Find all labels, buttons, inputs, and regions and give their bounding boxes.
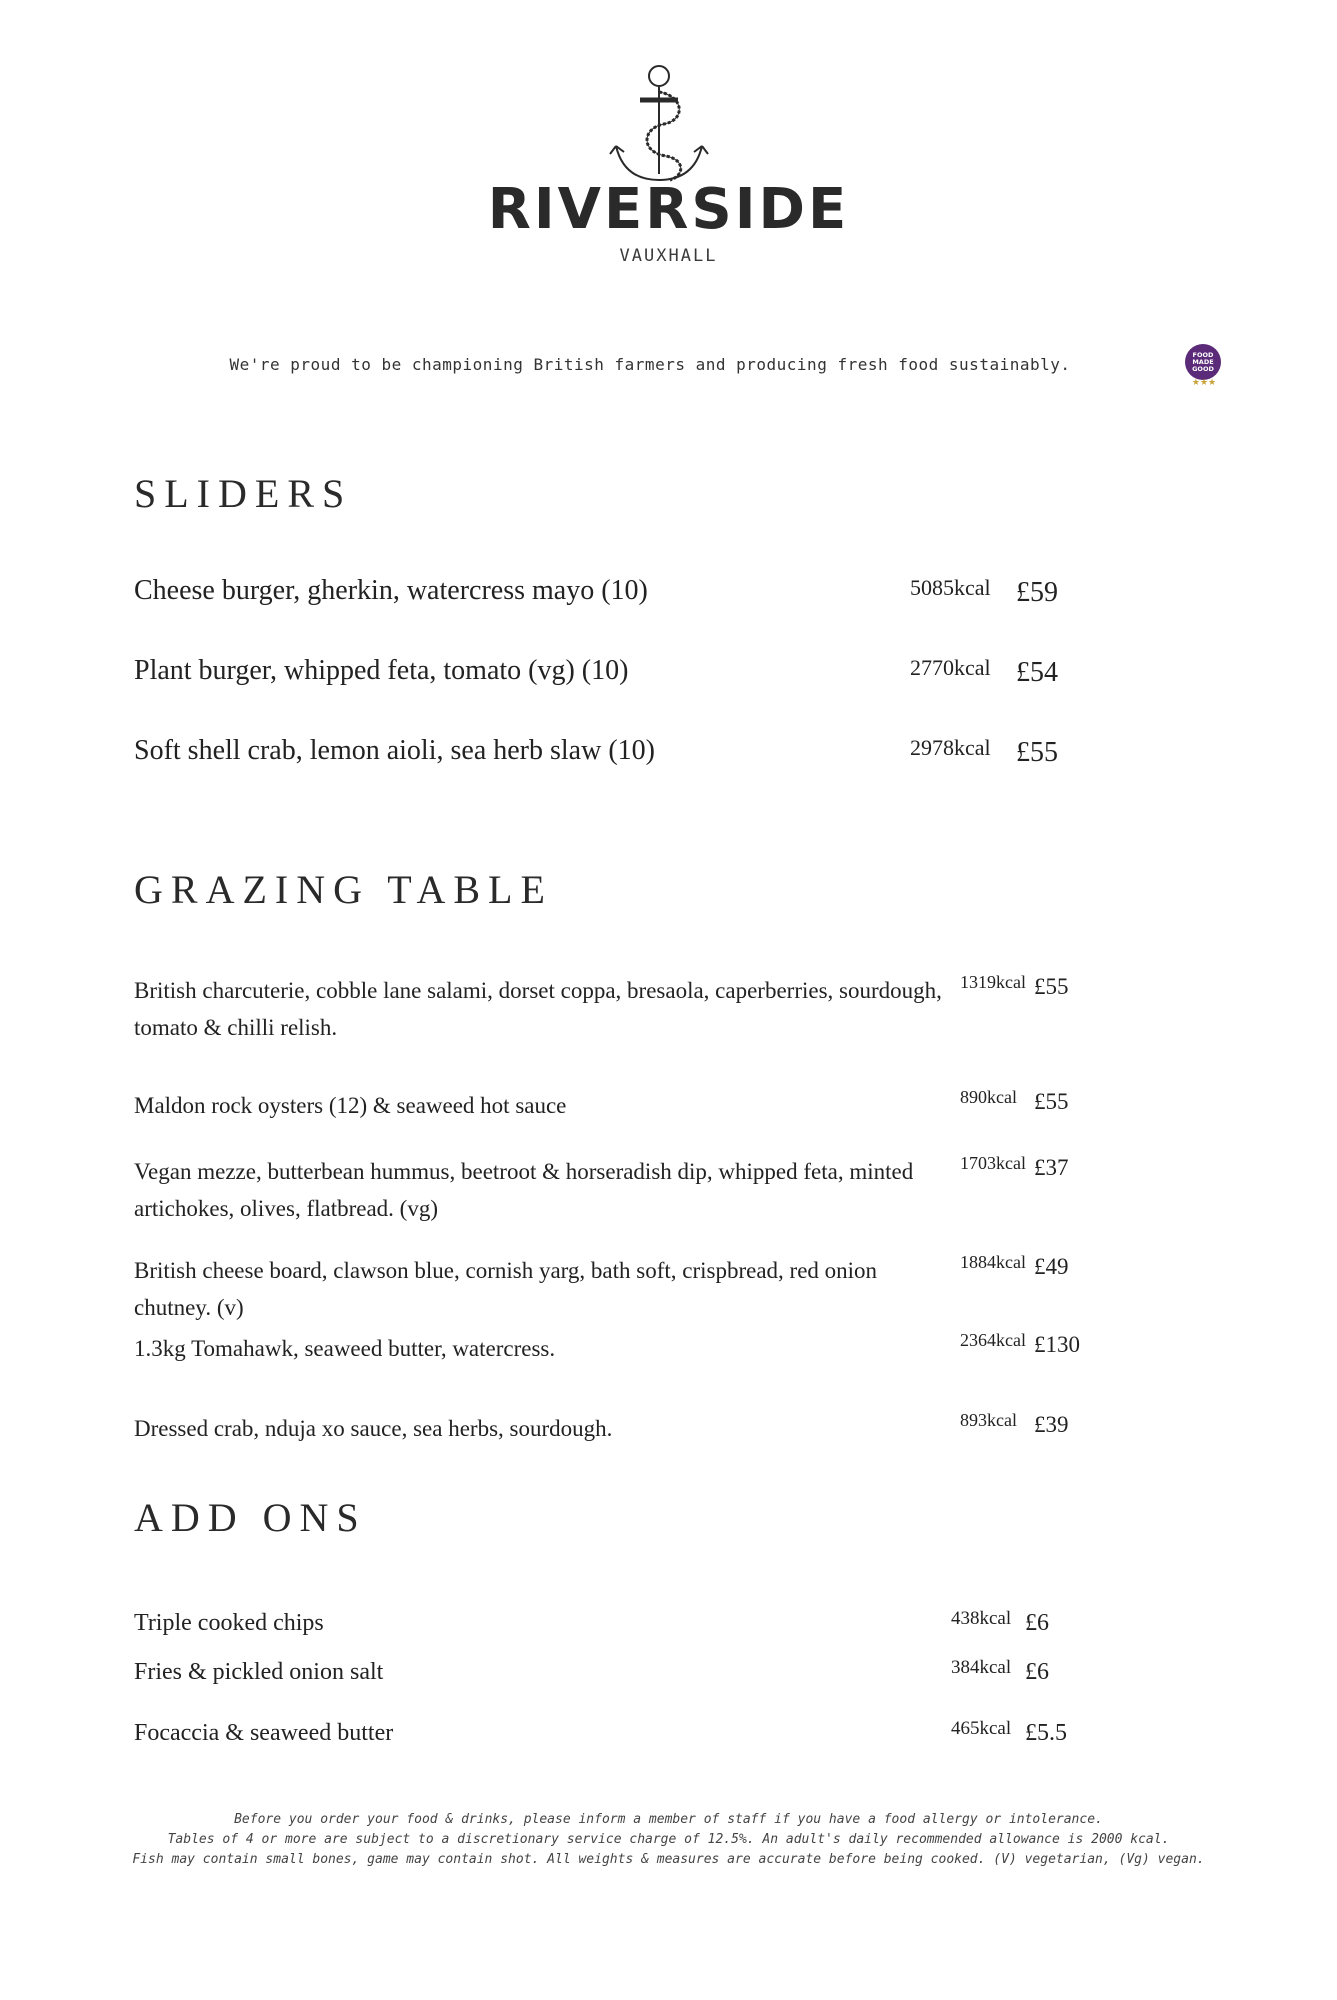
item-kcal: 438kcal — [951, 1608, 1012, 1629]
item-kcal: 1319kcal — [960, 972, 1026, 992]
footer-notes — [0, 1810, 1337, 1870]
item-kcal: 1884kcal — [960, 1252, 1026, 1272]
item-kcal: 1703kcal — [960, 1153, 1026, 1173]
item-name: Plant burger, whipped feta, tomato (vg) (10) — [134, 655, 629, 686]
item-price: £54 — [1016, 657, 1058, 688]
footer-weights-note: Fish may contain small bones, game may contain shot. All weights & measures are accurate before being cooked. (V) vegetarian, (Vg) vegan. — [132, 1852, 1205, 1867]
item-name: Fries & pickled onion salt — [134, 1659, 384, 1685]
section-title-grazing: GRAZING TABLE — [134, 867, 553, 912]
item-name: Cheese burger, gherkin, watercress mayo (10) — [134, 575, 648, 606]
item-name: Dressed crab, nduja xo sauce, sea herbs, sourdough. — [134, 1416, 613, 1441]
footer-service-note: Tables of 4 or more are subject to a discretionary service charge of 12.5%. An adult's daily recommended allowance is 2000 kcal. — [167, 1832, 1170, 1847]
tagline: We're proud to be championing British farmers and producing fresh food sustainably. — [229, 355, 1071, 374]
item-kcal: 465kcal — [951, 1718, 1012, 1739]
item-price: £5.5 — [1025, 1720, 1067, 1746]
item-name: Soft shell crab, lemon aioli, sea herb slaw (10) — [134, 735, 655, 766]
item-kcal: 384kcal — [951, 1657, 1012, 1678]
item-name: British charcuterie, cobble lane salami, dorset coppa, bresaola, caperberries, sourdough, tomato & chilli relish. — [134, 978, 942, 1040]
item-name: Triple cooked chips — [134, 1610, 324, 1636]
section-title-sliders: SLIDERS — [134, 471, 353, 516]
item-kcal: 893kcal — [960, 1410, 1017, 1430]
item-kcal: 5085kcal — [910, 575, 991, 600]
item-name: Maldon rock oysters (12) & seaweed hot sauce — [134, 1093, 567, 1118]
item-price: £55 — [1034, 974, 1069, 999]
item-price: £39 — [1034, 1412, 1069, 1437]
food-made-good-badge: FOOD MADE GOOD — [1185, 344, 1221, 380]
item-name: British cheese board, clawson blue, cornish yarg, bath soft, crispbread, red onion chutney. (v) — [134, 1258, 878, 1320]
item-name: Focaccia & seaweed butter — [134, 1720, 394, 1746]
item-price: £55 — [1034, 1089, 1069, 1114]
item-price: £37 — [1034, 1155, 1069, 1180]
brand-location: VAUXHALL — [619, 246, 718, 266]
item-price: £6 — [1025, 1659, 1049, 1685]
item-kcal: 2770kcal — [910, 655, 991, 680]
item-price: £55 — [1016, 737, 1058, 768]
item-name: 1.3kg Tomahawk, seaweed butter, watercress. — [134, 1336, 556, 1361]
item-price: £130 — [1034, 1332, 1080, 1357]
footer-allergy-note: Before you order your food & drinks, please inform a member of staff if you have a food allergy or intolerance. — [234, 1812, 1103, 1827]
badge-stars: ★★★ — [1191, 378, 1217, 388]
item-price: £59 — [1016, 577, 1058, 608]
anchor-icon — [604, 62, 714, 192]
item-price: £6 — [1025, 1610, 1049, 1636]
item-price: £49 — [1034, 1254, 1069, 1279]
item-kcal: 890kcal — [960, 1087, 1017, 1107]
item-kcal: 2364kcal — [960, 1330, 1026, 1350]
item-kcal: 2978kcal — [910, 735, 991, 760]
item-name: Vegan mezze, butterbean hummus, beetroot & horseradish dip, whipped feta, minted artichokes, olives, flatbread. (vg) — [134, 1159, 914, 1221]
brand-name: RIVERSIDE — [487, 177, 850, 242]
section-title-addons: ADD ONS — [134, 1495, 367, 1540]
